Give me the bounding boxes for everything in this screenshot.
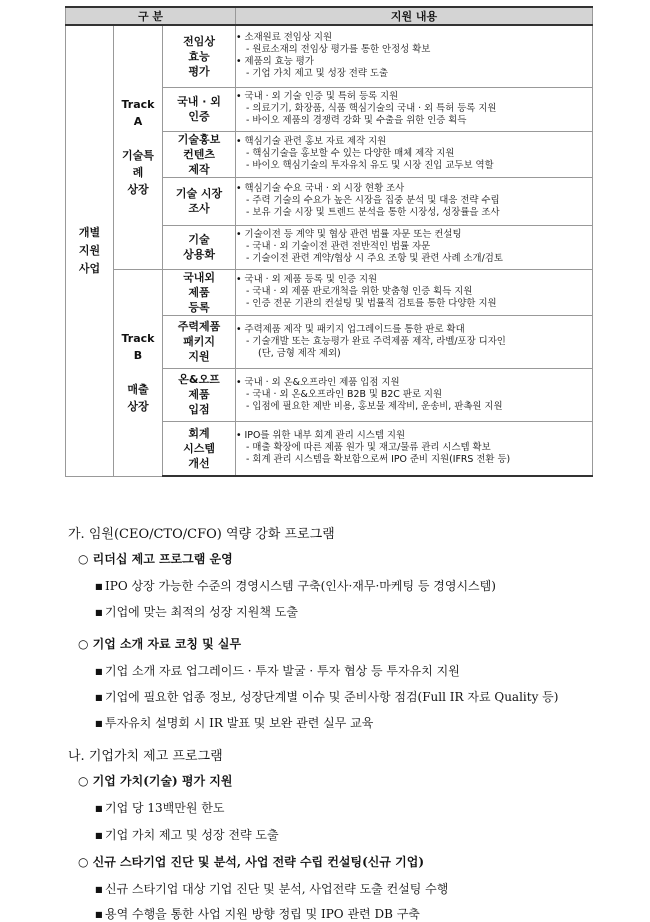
subsection-heading: ○ 기업 가치(기술) 평가 지원 [78,774,233,788]
content-subitem: - 매출 확장에 따른 제품 원가 및 재고/물류 관리 시스템 확보 [246,442,491,454]
list-item [95,880,448,897]
content-subitem: - 국내 · 외 기술이전 관련 전반적인 법률 자문 [246,241,431,252]
content-bullet: • 국내 · 외 온&오프라인 제품 입점 지원 [236,376,400,388]
list-item [95,714,373,731]
list-item [95,905,420,922]
content-bullet: • 국내 · 외 제품 등록 및 인증 지원 [236,274,378,285]
square-bullet-icon: ■ [95,831,103,840]
content-bullet: • 제품의 효능 평가 [236,56,314,68]
item-label: 국내 · 외 인증 [163,87,236,131]
list-item-text: 투자유치 설명회 시 IR 발표 및 보완 관련 실무 교육 [105,716,374,730]
list-item [95,799,224,816]
section-heading: 가. 임원(CEO/CTO/CFO) 역량 강화 프로그램 [68,527,335,542]
square-bullet-icon: ■ [95,910,103,919]
square-bullet-icon: ■ [95,667,103,676]
section-heading: 나. 기업가치 제고 프로그램 [68,749,223,764]
content-subitem: - 국내 · 외 제품 판로개척을 위한 맞춤형 인증 획득 지원 [246,286,473,297]
content-subitem: - 핵심기술을 홍보할 수 있는 다양한 매체 제작 지원 [246,148,455,159]
list-item-text: IPO 상장 가능한 수준의 경영시스템 구축(인사·재무·마케팅 등 경영시스템) [105,579,496,593]
item-content [236,177,593,225]
item-content [236,25,593,87]
list-item-text: 기업 당 13백만원 한도 [105,801,225,815]
item-label: 주력제품 패키지 지원 [163,315,236,368]
item-label: 전임상 효능 평가 [163,25,236,87]
table-header-row [66,7,593,25]
square-bullet-icon: ■ [95,582,103,591]
list-item-text: 신규 스타기업 대상 기업 진단 및 분석, 사업전략 도출 컨설팅 수행 [105,882,449,896]
list-item-text: 기업 소개 자료 업그레이드 · 투자 발굴 · 투자 협상 등 투자유치 지원 [105,664,460,678]
square-bullet-icon: ■ [95,885,103,894]
square-bullet-icon: ■ [95,804,103,813]
square-bullet-icon: ■ [95,608,103,617]
list-item [95,826,279,843]
content-subitem: - 기술개발 또는 효능평가 완료 주력제품 제작, 라벨/포장 디자인 [246,335,506,347]
category-cell: 개별 지원 사업 [66,25,114,476]
item-content [236,421,593,476]
content-bullet: • 주력제품 제작 및 패키지 업그레이드를 통한 판로 확대 [236,323,465,335]
item-content [236,368,593,421]
item-label: 기술 상용화 [163,225,236,269]
content-subitem: - 보유 기술 시장 및 트렌드 분석을 통한 시장성, 성장률을 조사 [246,207,500,218]
list-item-text: 용역 수행을 통한 사업 지원 방향 정립 및 IPO 관련 DB 구축 [105,907,420,921]
square-bullet-icon: ■ [95,693,103,702]
list-item-text: 기업에 필요한 업종 정보, 성장단계별 이슈 및 준비사항 점검(Full IR 자료 Quality 등) [105,690,559,704]
table-row [66,25,593,87]
track-cell: Track B 매출 상장 [114,269,163,476]
content-subitem: - 입점에 필요한 제반 비용, 홍보물 제작비, 운송비, 판촉원 지원 [246,400,503,412]
content-subitem: - 기술이전 관련 계약/협상 시 주요 조항 및 관련 사례 소개/검토 [246,253,503,264]
support-table [65,6,593,477]
list-item [95,603,298,620]
content-subitem: - 국내 · 외 온&오프라인 B2B 및 B2C 판로 지원 [246,388,443,400]
content-bullet: • 핵심기술 관련 홍보 자료 제작 지원 [236,136,387,147]
content-bullet: • 핵심기술 수요 국내 · 외 시장 현황 조사 [236,183,405,194]
item-label: 회계 시스템 개선 [163,421,236,476]
content-subitem: - 의료기기, 화장품, 식품 핵심기술의 국내 · 외 특허 등록 지원 [246,103,497,114]
item-content [236,131,593,177]
list-item [95,577,496,594]
subsection-heading: ○ 신규 스타기업 진단 및 분석, 사업 전략 수립 컨설팅(신규 기업) [78,855,424,869]
item-content [236,315,593,368]
header-category: 구 분 [66,7,236,25]
content-bullet: • IPO를 위한 내부 회계 관리 시스템 지원 [236,430,406,442]
list-item-text: 기업에 맞는 최적의 성장 지원책 도출 [105,605,298,619]
item-content [236,225,593,269]
content-subitem: - 회계 관리 시스템을 확보함으로써 IPO 준비 지원(IFRS 전환 등) [246,454,511,466]
item-content [236,269,593,315]
content-subitem: - 주력 기술의 수요가 높은 시장을 집중 분석 및 대응 전략 수립 [246,195,500,206]
item-label: 기술 시장 조사 [163,177,236,225]
list-item-text: 기업 가치 제고 및 성장 전략 도출 [105,828,279,842]
item-label: 기술홍보 컨텐츠 제작 [163,131,236,177]
content-bullet: • 국내 · 외 기술 인증 및 특허 등록 지원 [236,91,399,102]
content-bullet: • 기술이전 등 계약 및 협상 관련 법률 자문 또는 컨설팅 [236,229,462,240]
header-content: 지원 내용 [236,7,593,25]
square-bullet-icon: ■ [95,719,103,728]
subsection-heading: ○ 기업 소개 자료 코칭 및 실무 [78,637,242,651]
item-label: 국내외 제품 등록 [163,269,236,315]
content-subitem: - 원료소재의 전임상 평가를 통한 안정성 확보 [246,44,431,56]
track-cell: Track A 기술특 례 상장 [114,25,163,269]
table-row [66,269,593,315]
content-subitem: - 인증 전문 기관의 컨설팅 및 법률적 검토를 통한 다양한 지원 [246,298,497,309]
content-subitem: - 기업 가치 제고 및 성장 전략 도출 [246,68,389,80]
list-item [95,688,558,705]
content-bullet: • 소재원료 전임상 지원 [236,32,333,44]
content-subitem: - 바이오 핵심기술의 투자유치 유도 및 시장 진입 교두보 역할 [246,160,494,171]
list-item [95,662,460,679]
content-subitem: (단, 금형 제작 제외) [258,347,341,359]
content-subitem: - 바이오 제품의 경쟁력 강화 및 수출을 위한 인증 획득 [246,115,467,126]
item-content [236,87,593,131]
item-label: 온&오프 제품 입점 [163,368,236,421]
subsection-heading: ○ 리더십 제고 프로그램 운영 [78,552,233,566]
